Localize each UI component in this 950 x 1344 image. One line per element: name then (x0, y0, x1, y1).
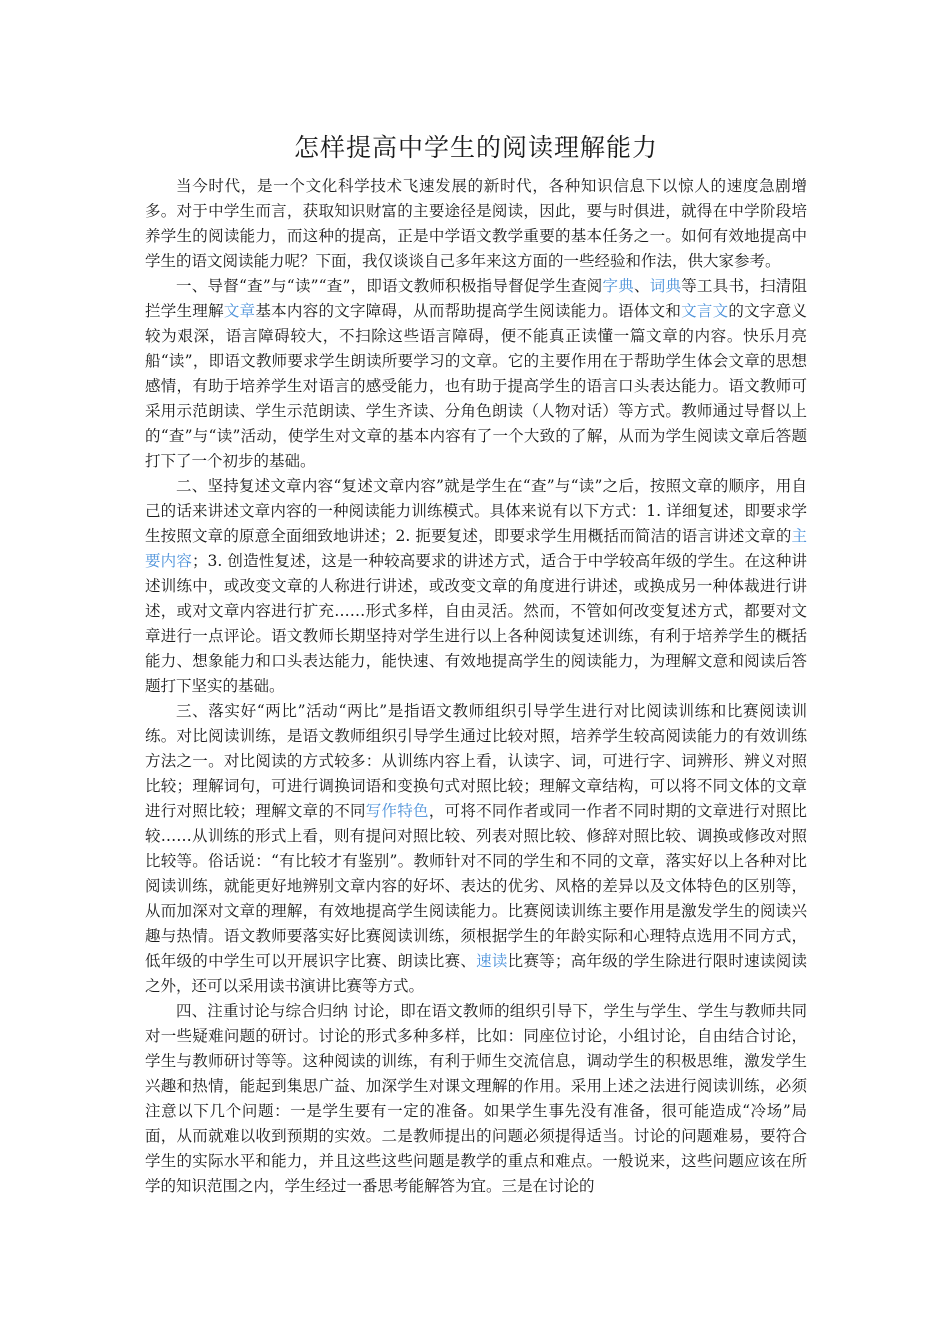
paragraph-text: 一、导督“查”与“读”“查”，即语文教师积极指导督促学生查阅 (176, 277, 603, 295)
paragraph-text: 等工具书，扫清阻拦学生理解 (145, 277, 807, 320)
paragraph-text: 比赛等；高年级的学生除进行限时速读阅读之外，还可以采用读书演讲比赛等方式。 (145, 952, 807, 995)
paragraph (145, 474, 807, 699)
inline-link[interactable]: 写作特色 (365, 802, 429, 820)
document-body (145, 174, 807, 1199)
paragraph-text: 当今时代，是一个文化科学技术飞速发展的新时代，各种知识信息下以惊人的速度急剧增多。对于中学生而言，获取知识财富的主要途径是阅读，因此，要与时俱进，就得在中学阶段培养学生的阅读能力，而这种的提高，正是中学语文教学重要的基本任务之一。如何有效地提高中学生的语文阅读能力呢？下面，我仅谈谈自己多年来这方面的一些经验和作法，供大家参考。 (145, 177, 807, 270)
paragraph-text: 二、坚持复述文章内容“复述文章内容”就是学生在“查”与“读”之后，按照文章的顺序，用自己的话来讲述文章内容的一种阅读能力训练模式。具体来说有以下方式：1. 详细复述，即要求学生按照文章的原意全面细致地讲述；2. 扼要复述，即要求学生用概括而简洁的语言讲述文章的 (145, 477, 807, 545)
paragraph (145, 999, 807, 1199)
inline-link[interactable]: 速读 (476, 952, 508, 970)
paragraph-text: ；3. 创造性复述，这是一种较高要求的讲述方式，适合于中学较高年级的学生。在这种讲述训练中，或改变文章的人称进行讲述，或改变文章的角度进行讲述，或换成另一种体裁进行讲述，或对文章内容进行扩充……形式多样，自由灵活。然而，不管如何改变复述方式，都要对文章进行一点评论。语文教师长期坚持对学生进行以上各种阅读复述训练，有利于培养学生的概括能力、想象能力和口头表达能力，能快速、有效地提高学生的阅读能力，为理解文意和阅读后答题打下坚实的基础。 (145, 552, 807, 695)
inline-link[interactable]: 文言文 (681, 302, 729, 320)
inline-link[interactable]: 词典 (649, 277, 682, 295)
document-page (145, 128, 807, 1199)
paragraph-text: 三、落实好“两比”活动“两比”是指语文教师组织引导学生进行对比阅读训练和比赛阅读训练。对比阅读训练，是语文教师组织引导学生通过比较对照，培养学生较高阅读能力的有效训练方法之一。对比阅读的方式较多：从训练内容上看，认读字、词，可进行字、词辨形、辨义对照比较；理解词句，可进行调换词语和变换句式对照比较；理解文章结构，可以将不同文体的文章进行对照比较；理解文章的不同 (145, 702, 807, 820)
inline-link[interactable]: 主要内容 (145, 527, 807, 570)
paragraph (145, 274, 807, 474)
paragraph-text: 的文字意义较为艰深，语言障碍较大，不扫除这些语言障碍，便不能真正读懂一篇文章的内容。快乐月亮船“读”，即语文教师要求学生朗读所要学习的文章。它的主要作用在于帮助学生体会文章的思想感情，有助于培养学生对语言的感受能力，也有助于提高学生的语言口头表达能力。语文教师可采用示范朗读、学生示范朗读、学生齐读、分角色朗读（人物对话）等方式。教师通过导督以上的“查”与“读”活动，使学生对文章的基本内容有了一个大致的了解，从而为学生阅读文章后答题打下了一个初步的基础。 (145, 302, 807, 470)
document-title: 怎样提高中学生的阅读理解能力 (293, 133, 658, 162)
inline-link[interactable]: 字典 (602, 277, 635, 295)
paragraph-text: 四、注重讨论与综合归纳 讨论，即在语文教师的组织引导下，学生与学生、学生与教师共同对一些疑难问题的研讨。讨论的形式多种多样，比如：同座位讨论，小组讨论，自由结合讨论，学生与教师研讨等等。这种阅读的训练，有利于师生交流信息，调动学生的积极思维，激发学生兴趣和热情，能起到集思广益、加深学生对课文理解的作用。采用上述之法进行阅读训练，必须注意以下几个问题：一是学生要有一定的准备。如果学生事先没有准备，很可能造成“冷场”局面，从而就难以收到预期的实效。二是教师提出的问题必须提得适当。讨论的问题难易，要符合学生的实际水平和能力，并且这些这些问题是教学的重点和难点。一般说来，这些问题应该在所学的知识范围之内，学生经过一番思考能解答为宜。三是在讨论的 (145, 1002, 807, 1195)
paragraph (145, 174, 807, 274)
paragraph-text: 基本内容的文字障碍，从而帮助提高学生阅读能力。语体文和 (255, 302, 682, 320)
inline-link[interactable]: 文章 (223, 302, 256, 320)
paragraph (145, 699, 807, 999)
paragraph-text: 、 (634, 277, 650, 295)
paragraph-text: ，可将不同作者或同一作者不同时期的文章进行对照比较……从训练的形式上看，则有提问对照比较、列表对照比较、修辞对照比较、调换或修改对照比较等。俗话说：“有比较才有鉴别”。教师针对不同的学生和不同的文章，落实好以上各种对比阅读训练，就能更好地辨别文章内容的好坏、表达的优劣、风格的差异以及文体特色的区别等，从而加深对文章的理解，有效地提高学生阅读能力。比赛阅读训练主要作用是激发学生的阅读兴趣与热情。语文教师要落实好比赛阅读训练，须根据学生的年龄实际和心理特点选用不同方式，低年级的中学生可以开展识字比赛、朗读比赛、 (145, 802, 807, 970)
